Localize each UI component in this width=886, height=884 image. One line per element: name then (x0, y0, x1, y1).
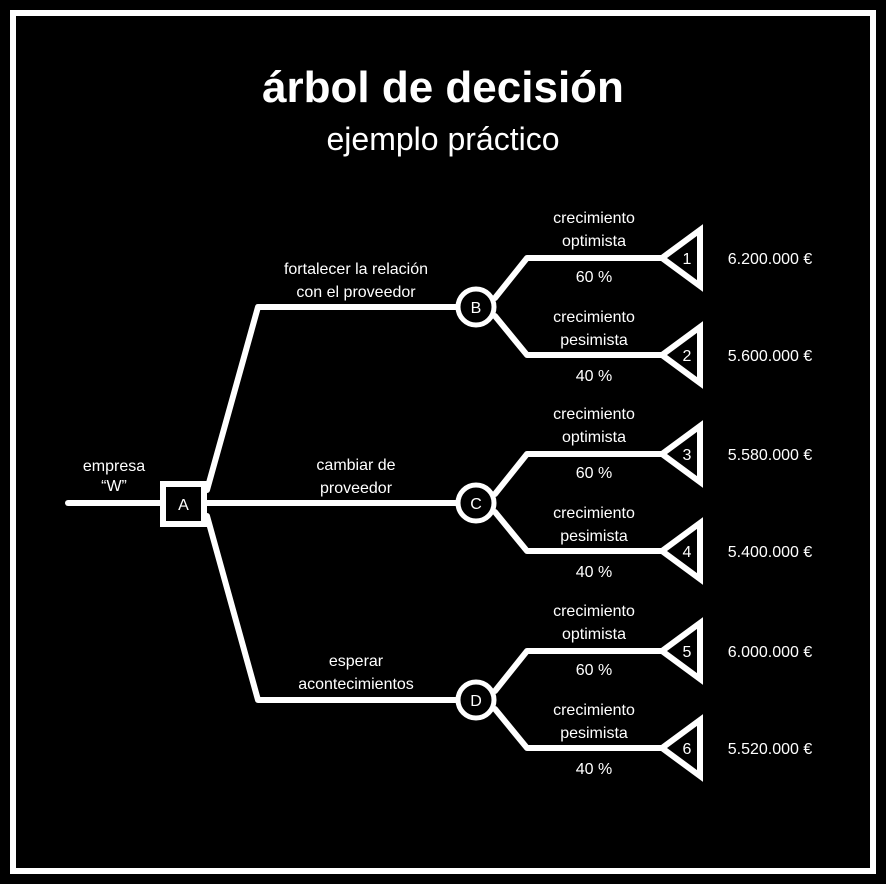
chance-node-b-label: B (470, 300, 482, 317)
outcome-4-value: 5.400.000 € (727, 544, 813, 561)
terminal-node-3-label: 3 (682, 447, 692, 464)
branch-b-label-line2: con el proveedor (296, 284, 416, 301)
outcome-6-value: 5.520.000 € (727, 741, 813, 758)
terminal-node-6-label: 6 (682, 741, 692, 758)
outcome-6-probability: 40 % (575, 761, 613, 778)
diagram-subtitle: ejemplo práctico (326, 121, 560, 157)
terminal-node-2 (662, 327, 700, 383)
outcome-1-label-line2: optimista (561, 233, 627, 250)
chance-node-d-label: D (470, 693, 482, 710)
outcome-2-probability: 40 % (575, 368, 613, 385)
branch-line-d (207, 516, 458, 700)
outcome-2-label-line1: crecimiento (553, 309, 635, 326)
outcome-2-label-line2: pesimista (560, 332, 628, 349)
terminal-node-5 (662, 623, 700, 679)
root-label-line2: “W” (101, 478, 127, 495)
outcome-5-value: 6.000.000 € (727, 644, 813, 661)
branch-c-label-line1: cambiar de (316, 457, 396, 474)
outcome-4-label-line1: crecimiento (553, 505, 635, 522)
outcome-2-value: 5.600.000 € (727, 348, 813, 365)
outcome-1-label-line1: crecimiento (553, 210, 635, 227)
terminal-node-5-label: 5 (682, 644, 692, 661)
terminal-node-3 (662, 426, 700, 482)
branch-d-label-line1: esperar (328, 653, 384, 670)
outcome-5-label-line2: optimista (561, 626, 627, 643)
root-label-line1: empresa (82, 458, 146, 475)
terminal-node-1-label: 1 (682, 251, 692, 268)
decision-node-a-label: A (178, 497, 189, 514)
outcome-4-probability: 40 % (575, 564, 613, 581)
outcome-6-label-line1: crecimiento (553, 702, 635, 719)
outcome-3-label-line2: optimista (561, 429, 627, 446)
outcome-1-value: 6.200.000 € (727, 251, 813, 268)
outcome-6-label-line2: pesimista (560, 725, 628, 742)
diagram-title: árbol de decisión (262, 63, 624, 112)
terminal-node-4 (662, 523, 700, 579)
outcome-4-label-line2: pesimista (560, 528, 628, 545)
terminal-node-1 (662, 230, 700, 286)
terminal-node-4-label: 4 (682, 544, 692, 561)
terminal-node-2-label: 2 (682, 348, 692, 365)
terminal-node-6 (662, 720, 700, 776)
chance-node-c-label: C (470, 496, 482, 513)
outcome-3-label-line1: crecimiento (553, 406, 635, 423)
branch-c-label-line2: proveedor (319, 480, 393, 497)
branch-b-label-line1: fortalecer la relación (283, 261, 429, 278)
outcome-5-probability: 60 % (575, 662, 613, 679)
outcome-1-probability: 60 % (575, 269, 613, 286)
branch-d-label-line2: acontecimientos (298, 676, 414, 693)
outcome-3-probability: 60 % (575, 465, 613, 482)
outcome-5-label-line1: crecimiento (553, 603, 635, 620)
outcome-3-value: 5.580.000 € (727, 447, 813, 464)
